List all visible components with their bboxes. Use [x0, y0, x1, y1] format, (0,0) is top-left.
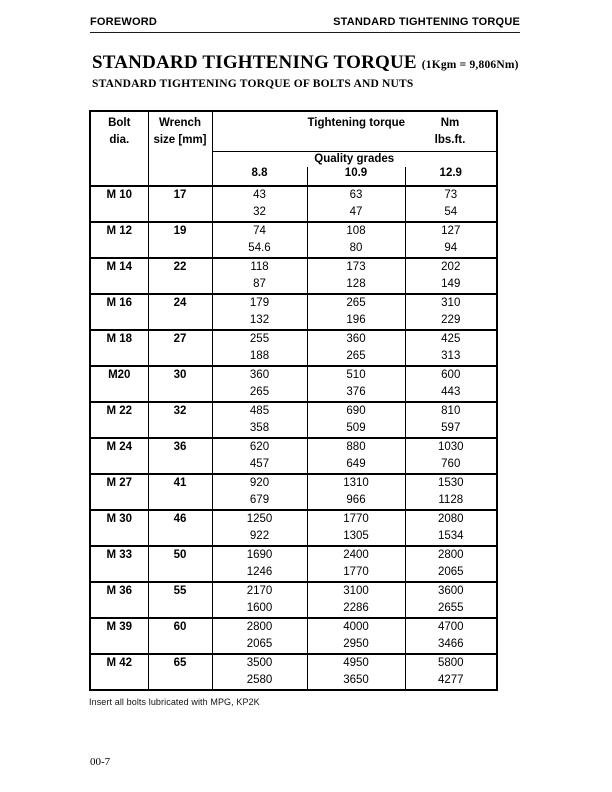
torque-lbsft-value: 2065 — [246, 638, 273, 650]
quality-grades-header-cell: Quality grades — [212, 151, 497, 167]
wrench-size-value: 24 — [173, 297, 187, 309]
torque-cell-grade-8-8 — [212, 474, 307, 510]
torque-cell-grade-10-9 — [307, 474, 405, 510]
wrench-size-cell — [148, 258, 212, 294]
wrench-size-value: 60 — [173, 621, 187, 633]
torque-nm-value: 173 — [346, 261, 366, 273]
torque-cell-grade-10-9 — [307, 258, 405, 294]
torque-nm-value: 1310 — [343, 477, 369, 489]
torque-nm-value: 880 — [346, 441, 366, 453]
bolt-dia-cell — [90, 474, 148, 510]
torque-nm-value: 4950 — [343, 657, 369, 669]
table-row — [90, 618, 497, 654]
bolt-dia-value: M 39 — [106, 621, 133, 633]
torque-cell-grade-8-8 — [212, 402, 307, 438]
torque-lbsft-value: 47 — [349, 206, 363, 218]
torque-lbsft-value: 1600 — [246, 602, 273, 614]
table-header — [90, 111, 497, 186]
bolt-dia-value: M 10 — [106, 189, 133, 201]
bolt-dia-cell — [90, 402, 148, 438]
torque-lbsft-value: 229 — [441, 314, 461, 326]
torque-lbsft-value: 649 — [346, 458, 366, 470]
torque-cell-grade-12-9 — [405, 510, 497, 546]
running-header — [90, 16, 520, 33]
grade-12-9-header: 12.9 — [405, 167, 497, 186]
wrench-size-header-line1: Wrench — [159, 117, 201, 129]
wrench-size-cell — [148, 474, 212, 510]
table-row — [90, 330, 497, 366]
torque-nm-value: 360 — [249, 369, 270, 381]
torque-lbsft-value: 149 — [441, 278, 461, 290]
torque-nm-value: 118 — [250, 261, 269, 273]
page-title-main: STANDARD TIGHTENING TORQUE — [92, 52, 417, 73]
torque-lbsft-value: 966 — [346, 494, 366, 506]
torque-cell-grade-8-8 — [212, 222, 307, 258]
torque-lbsft-value: 313 — [441, 350, 461, 362]
torque-cell-grade-10-9 — [307, 222, 405, 258]
bolt-dia-cell — [90, 222, 148, 258]
unit-header — [404, 115, 496, 149]
torque-cell-grade-10-9 — [307, 402, 405, 438]
table-row — [90, 186, 497, 222]
bolt-dia-value: M 24 — [106, 441, 133, 453]
torque-cell-grade-12-9 — [405, 546, 497, 582]
torque-lbsft-value: 265 — [346, 350, 366, 362]
torque-lbsft-value: 80 — [349, 242, 363, 254]
torque-nm-value: 310 — [441, 297, 461, 309]
wrench-size-cell — [148, 402, 212, 438]
torque-cell-grade-10-9 — [307, 294, 405, 330]
torque-nm-value: 600 — [441, 369, 461, 381]
torque-cell-grade-10-9 — [307, 618, 405, 654]
torque-nm-value: 265 — [346, 297, 366, 309]
wrench-size-cell — [148, 654, 212, 690]
torque-lbsft-value: 188 — [249, 350, 270, 362]
bolt-dia-value: M 30 — [106, 513, 133, 525]
torque-cell-grade-8-8 — [212, 618, 307, 654]
bolt-dia-value: M 12 — [106, 225, 133, 237]
torque-cell-grade-12-9 — [405, 474, 497, 510]
wrench-size-value: 41 — [173, 477, 187, 489]
bolt-dia-value: M 33 — [106, 549, 133, 561]
table-row — [90, 366, 497, 402]
bolt-dia-cell — [90, 330, 148, 366]
torque-nm-value: 1030 — [437, 441, 464, 453]
wrench-size-cell — [148, 366, 212, 402]
torque-nm-value: 920 — [249, 477, 270, 489]
bolt-dia-cell — [90, 366, 148, 402]
torque-nm-value: 690 — [346, 405, 366, 417]
torque-lbsft-value: 54.6 — [248, 242, 271, 254]
wrench-size-value: 22 — [173, 261, 187, 273]
table-row — [90, 258, 497, 294]
torque-lbsft-value: 128 — [346, 278, 366, 290]
torque-lbsft-value: 94 — [444, 242, 458, 254]
table-row — [90, 438, 497, 474]
torque-lbsft-value: 2950 — [343, 638, 369, 650]
torque-cell-grade-10-9 — [307, 366, 405, 402]
title-block — [92, 52, 519, 90]
wrench-size-value: 46 — [173, 513, 187, 525]
torque-nm-value: 43 — [253, 189, 266, 201]
bolt-dia-value: M 22 — [106, 405, 133, 417]
wrench-size-cell — [148, 294, 212, 330]
torque-lbsft-value: 54 — [444, 206, 458, 218]
table-row — [90, 474, 497, 510]
table-row — [90, 654, 497, 690]
torque-nm-value: 3500 — [246, 657, 273, 669]
torque-nm-value: 73 — [444, 189, 458, 201]
bolt-dia-cell — [90, 546, 148, 582]
page-title-note: (1Kgm = 9,806Nm) — [421, 59, 519, 71]
bolt-dia-cell — [90, 438, 148, 474]
torque-lbsft-value: 443 — [441, 386, 461, 398]
torque-cell-grade-10-9 — [307, 330, 405, 366]
torque-nm-value: 510 — [346, 369, 366, 381]
wrench-size-value: 27 — [173, 333, 187, 345]
torque-lbsft-value: 922 — [249, 530, 270, 542]
torque-lbsft-value: 1246 — [246, 566, 273, 578]
torque-cell-grade-10-9 — [307, 438, 405, 474]
bolt-dia-cell — [90, 618, 148, 654]
table-header-row-main — [90, 111, 497, 151]
torque-nm-value: 425 — [441, 333, 461, 345]
bolt-dia-value: M 18 — [106, 333, 133, 345]
wrench-size-value: 65 — [173, 657, 187, 669]
torque-nm-value: 63 — [349, 189, 363, 201]
wrench-size-value: 32 — [173, 405, 187, 417]
bolt-dia-value: M 27 — [106, 477, 133, 489]
wrench-size-value: 17 — [173, 189, 187, 201]
table-row — [90, 402, 497, 438]
torque-nm-value: 5800 — [437, 657, 464, 669]
torque-lbsft-value: 1534 — [437, 530, 464, 542]
torque-lbsft-value: 3466 — [437, 638, 464, 650]
torque-nm-value: 255 — [249, 333, 270, 345]
wrench-size-header-line2: size [mm] — [153, 134, 207, 146]
torque-cell-grade-10-9 — [307, 186, 405, 222]
bolt-dia-value: M 16 — [106, 297, 133, 309]
torque-cell-grade-12-9 — [405, 402, 497, 438]
torque-lbsft-value: 2655 — [437, 602, 464, 614]
table-row — [90, 510, 497, 546]
table-body — [90, 186, 497, 690]
torque-cell-grade-12-9 — [405, 582, 497, 618]
wrench-size-value: 30 — [173, 369, 187, 381]
torque-cell-grade-8-8 — [212, 510, 307, 546]
torque-nm-value: 2080 — [437, 513, 464, 525]
torque-nm-value: 1530 — [437, 477, 464, 489]
wrench-size-header-cell — [148, 111, 212, 186]
torque-cell-grade-8-8 — [212, 258, 307, 294]
bolt-dia-cell — [90, 510, 148, 546]
torque-lbsft-value: 679 — [249, 494, 270, 506]
torque-lbsft-value: 376 — [346, 386, 366, 398]
torque-cell-grade-12-9 — [405, 618, 497, 654]
torque-lbsft-value: 509 — [346, 422, 366, 434]
torque-nm-value: 810 — [441, 405, 461, 417]
bolt-dia-header-cell — [90, 111, 148, 186]
torque-lbsft-value: 132 — [249, 314, 270, 326]
wrench-size-value: 19 — [173, 225, 187, 237]
torque-nm-value: 3600 — [437, 585, 464, 597]
bolt-dia-header-line2: dia. — [109, 134, 130, 146]
torque-lbsft-value: 457 — [249, 458, 270, 470]
torque-cell-grade-8-8 — [212, 186, 307, 222]
bolt-dia-cell — [90, 294, 148, 330]
torque-nm-value: 1770 — [343, 513, 369, 525]
table-row — [90, 294, 497, 330]
torque-cell-grade-10-9 — [307, 546, 405, 582]
torque-cell-grade-8-8 — [212, 330, 307, 366]
wrench-size-cell — [148, 582, 212, 618]
bolt-dia-value: M 42 — [106, 657, 133, 669]
torque-lbsft-value: 1305 — [343, 530, 369, 542]
torque-nm-value: 2800 — [246, 621, 273, 633]
torque-nm-value: 3100 — [343, 585, 369, 597]
tightening-torque-header-cell — [212, 111, 497, 151]
torque-cell-grade-12-9 — [405, 330, 497, 366]
torque-table — [89, 110, 498, 691]
torque-lbsft-value: 87 — [253, 278, 266, 290]
bolt-dia-value: M 14 — [106, 261, 133, 273]
unit-nm-label: Nm — [440, 117, 460, 129]
table-row — [90, 582, 497, 618]
bolt-dia-cell — [90, 582, 148, 618]
torque-lbsft-value: 1128 — [438, 494, 464, 506]
torque-nm-value: 108 — [346, 225, 366, 237]
wrench-size-value: 36 — [173, 441, 187, 453]
torque-nm-value: 4000 — [343, 621, 369, 633]
torque-nm-value: 127 — [441, 225, 461, 237]
torque-cell-grade-12-9 — [405, 438, 497, 474]
torque-nm-value: 179 — [249, 297, 270, 309]
wrench-size-cell — [148, 618, 212, 654]
torque-lbsft-value: 32 — [253, 206, 266, 218]
wrench-size-value: 55 — [173, 585, 187, 597]
torque-cell-grade-8-8 — [212, 294, 307, 330]
page-title — [92, 52, 519, 76]
grade-8-8-header: 8.8 — [212, 167, 307, 186]
torque-lbsft-value: 1770 — [343, 566, 369, 578]
table-row — [90, 546, 497, 582]
torque-nm-value: 620 — [249, 441, 270, 453]
torque-cell-grade-8-8 — [212, 582, 307, 618]
wrench-size-cell — [148, 510, 212, 546]
running-header-right: STANDARD TIGHTENING TORQUE — [333, 16, 520, 28]
bolt-dia-value: M 36 — [106, 585, 133, 597]
torque-lbsft-value: 2286 — [343, 602, 369, 614]
running-header-left: FOREWORD — [90, 16, 157, 28]
grade-10-9-header: 10.9 — [307, 167, 405, 186]
unit-lbsft-label: lbs.ft. — [434, 134, 466, 146]
wrench-size-cell — [148, 546, 212, 582]
torque-nm-value: 4700 — [437, 621, 464, 633]
torque-cell-grade-12-9 — [405, 654, 497, 690]
torque-lbsft-value: 3650 — [343, 674, 369, 686]
bolt-dia-cell — [90, 186, 148, 222]
table-footnote: Insert all bolts lubricated with MPG, KP2K — [89, 697, 260, 707]
torque-cell-grade-8-8 — [212, 546, 307, 582]
torque-lbsft-value: 4277 — [437, 674, 464, 686]
torque-lbsft-value: 2580 — [246, 674, 273, 686]
wrench-size-cell — [148, 186, 212, 222]
torque-nm-value: 74 — [253, 225, 266, 237]
page-number: 00-7 — [90, 756, 111, 768]
wrench-size-cell — [148, 438, 212, 474]
torque-cell-grade-8-8 — [212, 366, 307, 402]
page-subtitle: STANDARD TIGHTENING TORQUE OF BOLTS AND NUTS — [92, 78, 414, 90]
torque-cell-grade-12-9 — [405, 294, 497, 330]
torque-cell-grade-10-9 — [307, 510, 405, 546]
torque-lbsft-value: 358 — [249, 422, 270, 434]
torque-nm-value: 2800 — [437, 549, 464, 561]
torque-cell-grade-10-9 — [307, 654, 405, 690]
torque-lbsft-value: 597 — [441, 422, 461, 434]
wrench-size-value: 50 — [173, 549, 187, 561]
torque-cell-grade-8-8 — [212, 438, 307, 474]
torque-nm-value: 1690 — [246, 549, 273, 561]
torque-lbsft-value: 760 — [441, 458, 461, 470]
torque-nm-value: 202 — [441, 261, 461, 273]
torque-cell-grade-12-9 — [405, 258, 497, 294]
tightening-torque-label: Tightening torque — [307, 117, 406, 129]
torque-nm-value: 360 — [346, 333, 366, 345]
torque-cell-grade-12-9 — [405, 366, 497, 402]
bolt-dia-header-line1: Bolt — [108, 117, 131, 129]
torque-cell-grade-12-9 — [405, 222, 497, 258]
bolt-dia-cell — [90, 258, 148, 294]
torque-nm-value: 1250 — [246, 513, 273, 525]
wrench-size-cell — [148, 330, 212, 366]
torque-nm-value: 2170 — [246, 585, 273, 597]
torque-cell-grade-12-9 — [405, 186, 497, 222]
torque-lbsft-value: 2065 — [437, 566, 464, 578]
bolt-dia-cell — [90, 654, 148, 690]
torque-cell-grade-10-9 — [307, 582, 405, 618]
torque-lbsft-value: 265 — [249, 386, 270, 398]
torque-lbsft-value: 196 — [346, 314, 366, 326]
torque-cell-grade-8-8 — [212, 654, 307, 690]
wrench-size-cell — [148, 222, 212, 258]
torque-nm-value: 2400 — [343, 549, 369, 561]
torque-nm-value: 485 — [249, 405, 270, 417]
bolt-dia-value: M20 — [108, 369, 131, 381]
table-row — [90, 222, 497, 258]
